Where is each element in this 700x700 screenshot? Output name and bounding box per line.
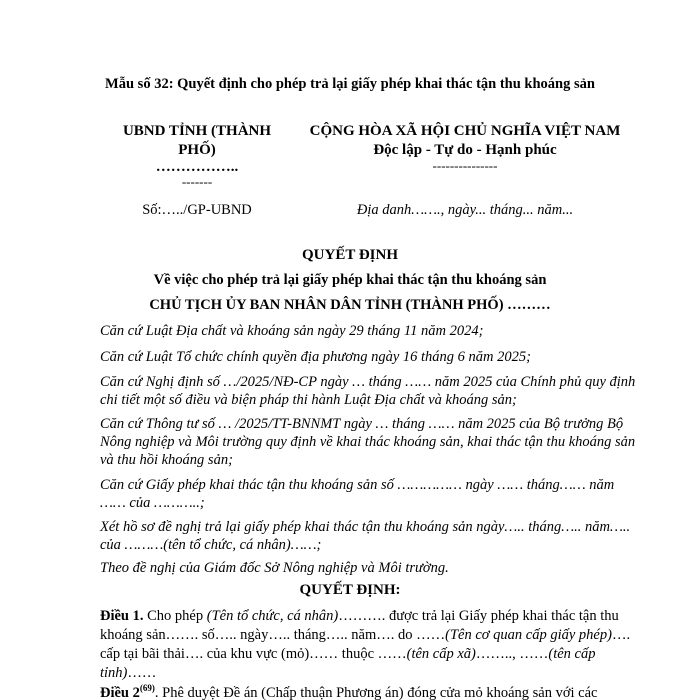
article-1-commune: (tên cấp xã) bbox=[406, 646, 476, 662]
document-number: Số:…../GP-UBND bbox=[142, 202, 252, 218]
basis-item: Xét hồ sơ đề nghị trả lại giấy phép khai thác tận thu khoáng sản ngày….. tháng….. năm….. của ………(tên tổ chức, cá nhân)……; bbox=[100, 519, 631, 553]
article-1-org: (Tên tổ chức, cá nhân) bbox=[206, 608, 339, 624]
basis-item: Căn cứ Luật Tổ chức chính quyền địa phương ngày 16 tháng 6 năm 2025; bbox=[100, 349, 531, 365]
article-2-label: Điều 2 bbox=[100, 685, 140, 700]
authority-dots: …………….. bbox=[155, 159, 239, 175]
form-title: Mẫu số 32: Quyết định cho phép trả lại giấy phép khai thác tận thu khoáng sản bbox=[105, 76, 595, 92]
article-1-text: …….., …… bbox=[475, 646, 549, 662]
national-divider: --------------- bbox=[432, 158, 498, 173]
issuing-authority bbox=[112, 122, 282, 190]
basis-item: Căn cứ Nghị định số …/2025/NĐ-CP ngày … tháng …… năm 2025 của Chính phủ quy định chi tiết một số điều và biện pháp thi hành Luật Địa chất và khoáng sản; bbox=[100, 374, 636, 408]
basis-item: Căn cứ Giấy phép khai thác tận thu khoáng sản số …………… ngày …… tháng…… năm …… của ………..; bbox=[100, 477, 615, 511]
article-1-authority: (Tên cơ quan cấp giấy phép) bbox=[445, 627, 612, 643]
article-1-label: Điều 1. bbox=[100, 608, 144, 624]
national-heading bbox=[295, 122, 635, 172]
basis-item: Căn cứ Thông tư số … /2025/TT-BNNMT ngày … tháng …… năm 2025 của Bộ trưởng Bộ Nông nghiệp và Môi trường quy định về khai thác khoáng sản, khai thác tận thu khoáng sản và thu hồi khoáng sản; bbox=[100, 416, 636, 468]
authority-line-1: UBND TỈNH (THÀNH bbox=[122, 123, 272, 139]
decision-subject: Về việc cho phép trả lại giấy phép khai thác tận thu khoáng sản bbox=[153, 272, 547, 288]
decide-heading: QUYẾT ĐỊNH: bbox=[299, 582, 401, 598]
article-1-text: …. cấp tại bãi thải…. của khu vực (mỏ)…… thuộc …… bbox=[100, 627, 631, 662]
basis-item: Căn cứ Luật Địa chất và khoáng sản ngày 29 tháng 11 năm 2024; bbox=[100, 323, 484, 339]
national-motto: Độc lập - Tự do - Hạnh phúc bbox=[373, 142, 557, 158]
authority-line-2: PHỐ) bbox=[178, 142, 216, 158]
article-2 bbox=[100, 684, 700, 700]
article-2-text: . Phê duyệt Đề án (Chấp thuận Phương án) đóng cửa mỏ khoáng sản với các bbox=[154, 685, 598, 700]
national-title: CỘNG HÒA XÃ HỘI CHỦ NGHĨA VIỆT NAM bbox=[309, 123, 621, 139]
article-1-text: Cho phép bbox=[143, 608, 207, 624]
article-2-footnote: (69) bbox=[139, 683, 155, 694]
authority-divider: ------- bbox=[181, 174, 213, 189]
article-1-text: ………. được trả lại Giấy phép khai thác tận thu khoáng sản……. số….. ngày….. tháng….. năm…. do …… bbox=[100, 608, 619, 643]
place-date: Địa danh……., ngày... tháng... năm... bbox=[356, 202, 574, 218]
decision-title: QUYẾT ĐỊNH bbox=[302, 247, 398, 263]
basis-item: Theo đề nghị của Giám đốc Sở Nông nghiệp và Môi trường. bbox=[100, 560, 449, 576]
article-1-province: (tên cấp tỉnh) bbox=[100, 646, 596, 681]
article-1-text: …… bbox=[127, 665, 157, 681]
chairman-heading: CHỦ TỊCH ỦY BAN NHÂN DÂN TỈNH (THÀNH PHỐ) ……… bbox=[149, 297, 551, 313]
article-1 bbox=[100, 607, 638, 683]
